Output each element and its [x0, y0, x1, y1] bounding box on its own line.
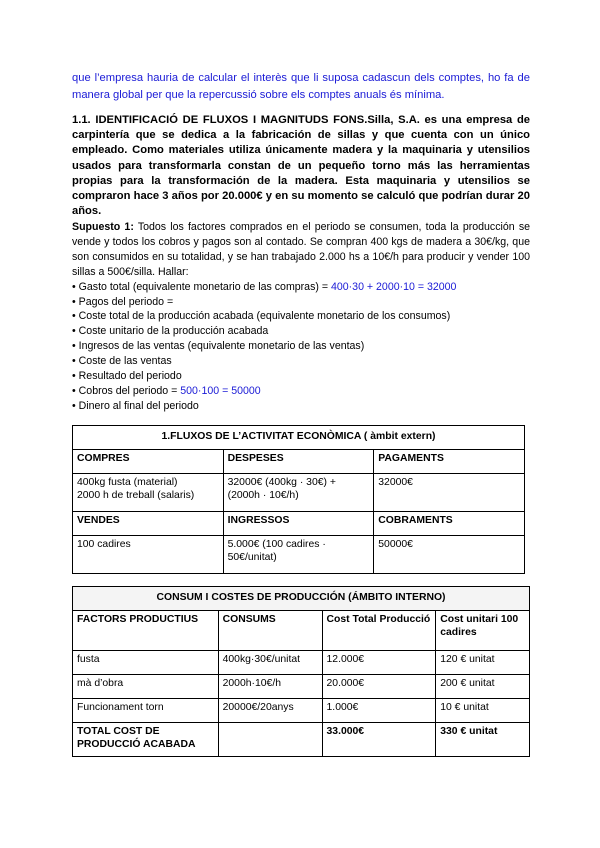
table-cell: fusta	[73, 651, 219, 675]
list-item: • Coste de las ventas	[72, 355, 172, 368]
column-header: Cost Total Producció	[322, 611, 436, 651]
table-cell: 20.000€	[322, 675, 436, 699]
supuesto-paragraph	[72, 220, 530, 280]
table-row	[73, 675, 530, 699]
list-item: • Pagos del periodo =	[72, 295, 174, 308]
table-cell: TOTAL COST DE PRODUCCIÓ ACABADA	[73, 723, 219, 757]
supuesto-label: Supuesto 1:	[72, 221, 134, 233]
table-cell: 32000€	[374, 474, 525, 512]
column-header: Cost unitari 100 cadires	[436, 611, 530, 651]
table-cell: 5.000€ (100 cadires · 50€/unitat)	[223, 536, 374, 574]
table-cell: 330 € unitat	[436, 723, 530, 757]
table-cell: 400kg·30€/unitat	[218, 651, 322, 675]
column-header: VENDES	[73, 512, 224, 536]
table-cell: 120 € unitat	[436, 651, 530, 675]
table-cell: 12.000€	[322, 651, 436, 675]
table-cell: 32000€ (400kg · 30€) + (2000h · 10€/h)	[223, 474, 374, 512]
column-header: CONSUMS	[218, 611, 322, 651]
list-item: • Coste unitario de la producción acabada	[72, 325, 269, 338]
list-item: • Gasto total (equivalente monetario de las compras) = 400·30 + 2000·10 = 32000	[72, 280, 457, 293]
list-item: • Dinero al final del periodo	[72, 399, 199, 412]
activity-flows-table	[72, 425, 525, 574]
table-cell: 100 cadires	[73, 536, 224, 574]
table-cell: 2000h·10€/h	[218, 675, 322, 699]
answer-text: 400·30 + 2000·10 = 32000	[330, 280, 457, 293]
column-header: DESPESES	[223, 450, 374, 474]
total-row	[73, 723, 530, 757]
table-cell: 50000€	[374, 536, 525, 574]
table-row	[73, 699, 530, 723]
column-header: INGRESSOS	[223, 512, 374, 536]
list-item: • Coste total de la producción acabada (equivalente monetario de los consumos)	[72, 310, 451, 323]
table-title: 1.FLUXOS DE L’ACTIVITAT ECONÒMICA ( àmbit extern)	[73, 426, 525, 450]
questions-list	[72, 280, 530, 414]
list-item: • Resultado del periodo	[72, 370, 182, 383]
list-item: • Cobros del periodo = 500·100 = 50000	[72, 384, 261, 397]
table-cell: mà d’obra	[73, 675, 219, 699]
supuesto-block	[72, 220, 530, 414]
table-cell: 1.000€	[322, 699, 436, 723]
intro-paragraph: que l’empresa hauria de calcular el interès que li suposa cadascun dels comptes, ho fa de manera global per que la repercussió sobre els comptes anuals és mínima.	[72, 72, 530, 101]
table-cell: 20000€/20anys	[218, 699, 322, 723]
table-title: CONSUM I COSTES DE PRODUCCIÓN (ÁMBITO INTERNO)	[73, 587, 530, 611]
column-header: FACTORS PRODUCTIUS	[73, 611, 219, 651]
answer-text: 500·100 = 50000	[180, 384, 261, 397]
column-header: PAGAMENTS	[374, 450, 525, 474]
table-cell: Funcionament torn	[73, 699, 219, 723]
table-row	[73, 651, 530, 675]
supuesto-text: Todos los factores comprados en el periodo se consumen, toda la producción se vende y todos los cobros y pagos son al contado. Se compran 400 kgs de madera a 30€/kg, que son consumidos en su totalidad, y se han trabajado 2.000 hs a 10€/h para producir y vender 100 sillas a 500€/silla. Hallar:	[72, 221, 531, 278]
column-header: COMPRES	[73, 450, 224, 474]
table-cell	[218, 723, 322, 757]
table-cell: 33.000€	[322, 723, 436, 757]
column-header: COBRAMENTS	[374, 512, 525, 536]
list-item: • Ingresos de las ventas (equivalente monetario de las ventas)	[72, 340, 365, 353]
table-cell: 400kg fusta (material) 2000 h de treball (salaris)	[73, 474, 224, 512]
section-heading-paragraph: 1.1. IDENTIFICACIÓ DE FLUXOS I MAGNITUDS FONS.Silla, S.A. es una empresa de carpintería que se dedica a la fabricación de sillas y que cuenta con un único empleado. Como materiales utiliza únicamente madera y la maquinaria y utensilios usados para transformarla constan de un pequeño torno más las herramientas propias para la transformación de la madera. Esta maquinaria y utensilios se compraron hace 3 años por 20.000€ y en su momento se calculó que podrían durar 20 años.	[72, 114, 530, 218]
table-cell: 200 € unitat	[436, 675, 530, 699]
production-costs-table	[72, 586, 530, 757]
table-cell: 10 € unitat	[436, 699, 530, 723]
